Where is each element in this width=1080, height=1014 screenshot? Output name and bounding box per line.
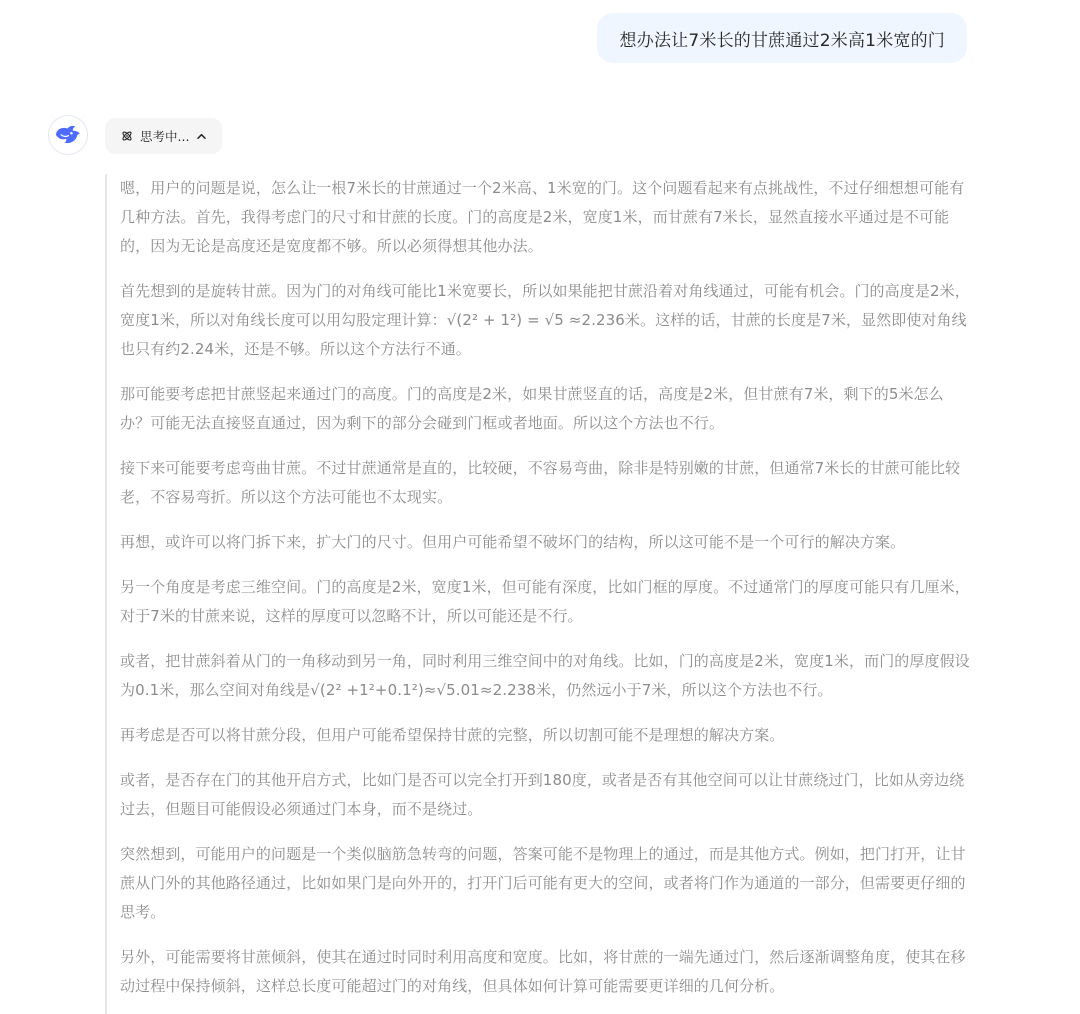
thinking-paragraph: 或者，是否存在门的其他开启方式，比如门是否可以完全打开到180度，或者是否有其他空间可以让甘蔗绕过门，比如从旁边绕过去，但题目可能假设必须通过门本身，而不是绕过。 <box>120 771 965 818</box>
chevron-up-icon <box>196 131 207 142</box>
deepseek-whale-icon <box>54 124 82 146</box>
thinking-paragraph: 再想，或许可以将门拆下来，扩大门的尺寸。但用户可能希望不破坏门的结构，所以这可能不是一个可行的解决方案。 <box>120 533 906 551</box>
thinking-paragraph: 再考虑是否可以将甘蔗分段，但用户可能希望保持甘蔗的完整，所以切割可能不是理想的解决方案。 <box>120 726 785 744</box>
thinking-toggle-button[interactable] <box>105 118 222 154</box>
assistant-avatar <box>48 115 88 155</box>
thinking-content <box>105 174 970 1014</box>
atom-icon <box>121 130 133 142</box>
thinking-paragraph: 首先想到的是旋转甘蔗。因为门的对角线可能比1米宽要长，所以如果能把甘蔗沿着对角线通过，可能有机会。门的高度是2米，宽度1米，所以对角线长度可以用勾股定理计算：√(2² + 1²) = √5 ≈2.236米。这样的话，甘蔗的长度是7米，显然即使对角线也只有约2.24米，还是不够。所以这个方法行不通。 <box>120 282 970 358</box>
thinking-paragraph: 突然想到，可能用户的问题是一个类似脑筋急转弯的问题，答案可能不是物理上的通过，而是其他方式。例如，把门打开，让甘蔗从门外的其他路径通过，比如如果门是向外开的，打开门后可能有更大的空间，或者将门作为通道的一部分，但需要更仔细的思考。 <box>120 845 966 921</box>
thinking-status-label: 思考中... <box>140 129 190 144</box>
thinking-paragraph: 嗯，用户的问题是说，怎么让一根7米长的甘蔗通过一个2米高、1米宽的门。这个问题看起来有点挑战性，不过仔细想想可能有几种方法。首先，我得考虑门的尺寸和甘蔗的长度。门的高度是2米，宽度1米，而甘蔗有7米长，显然直接水平通过是不可能的，因为无论是高度还是宽度都不够。所以必须得想其他办法。 <box>120 179 965 255</box>
user-message-text: 想办法让7米长的甘蔗通过2米高1米宽的门 <box>619 30 945 51</box>
user-message-bubble <box>597 13 967 63</box>
thinking-paragraph: 那可能要考虑把甘蔗竖起来通过门的高度。门的高度是2米，如果甘蔗竖直的话，高度是2米，但甘蔗有7米，剩下的5米怎么办？可能无法直接竖直通过，因为剩下的部分会碰到门框或者地面。所以这个方法也不行。 <box>120 385 944 432</box>
thinking-paragraph: 另一个角度是考虑三维空间。门的高度是2米，宽度1米，但可能有深度，比如门框的厚度。不过通常门的厚度可能只有几厘米，对于7米的甘蔗来说，这样的厚度可以忽略不计，所以可能还是不行。 <box>120 578 970 625</box>
thinking-paragraph: 或者，把甘蔗斜着从门的一角移动到另一角，同时利用三维空间中的对角线。比如，门的高度是2米，宽度1米，而门的厚度假设为0.1米，那么空间对角线是√(2² +1²+0.1²)≈√5.01≈2.238米，仍然远小于7米，所以这个方法也不行。 <box>120 652 970 699</box>
thinking-paragraph: 接下来可能要考虑弯曲甘蔗。不过甘蔗通常是直的，比较硬，不容易弯曲，除非是特别嫩的甘蔗，但通常7米长的甘蔗可能比较老，不容易弯折。所以这个方法可能也不太现实。 <box>120 459 961 506</box>
thinking-paragraph: 另外，可能需要将甘蔗倾斜，使其在通过时同时利用高度和宽度。比如，将甘蔗的一端先通过门，然后逐渐调整角度，使其在移动过程中保持倾斜，这样总长度可能超过门的对角线，但具体如何计算可能需要更详细的几何分析。 <box>120 948 966 995</box>
